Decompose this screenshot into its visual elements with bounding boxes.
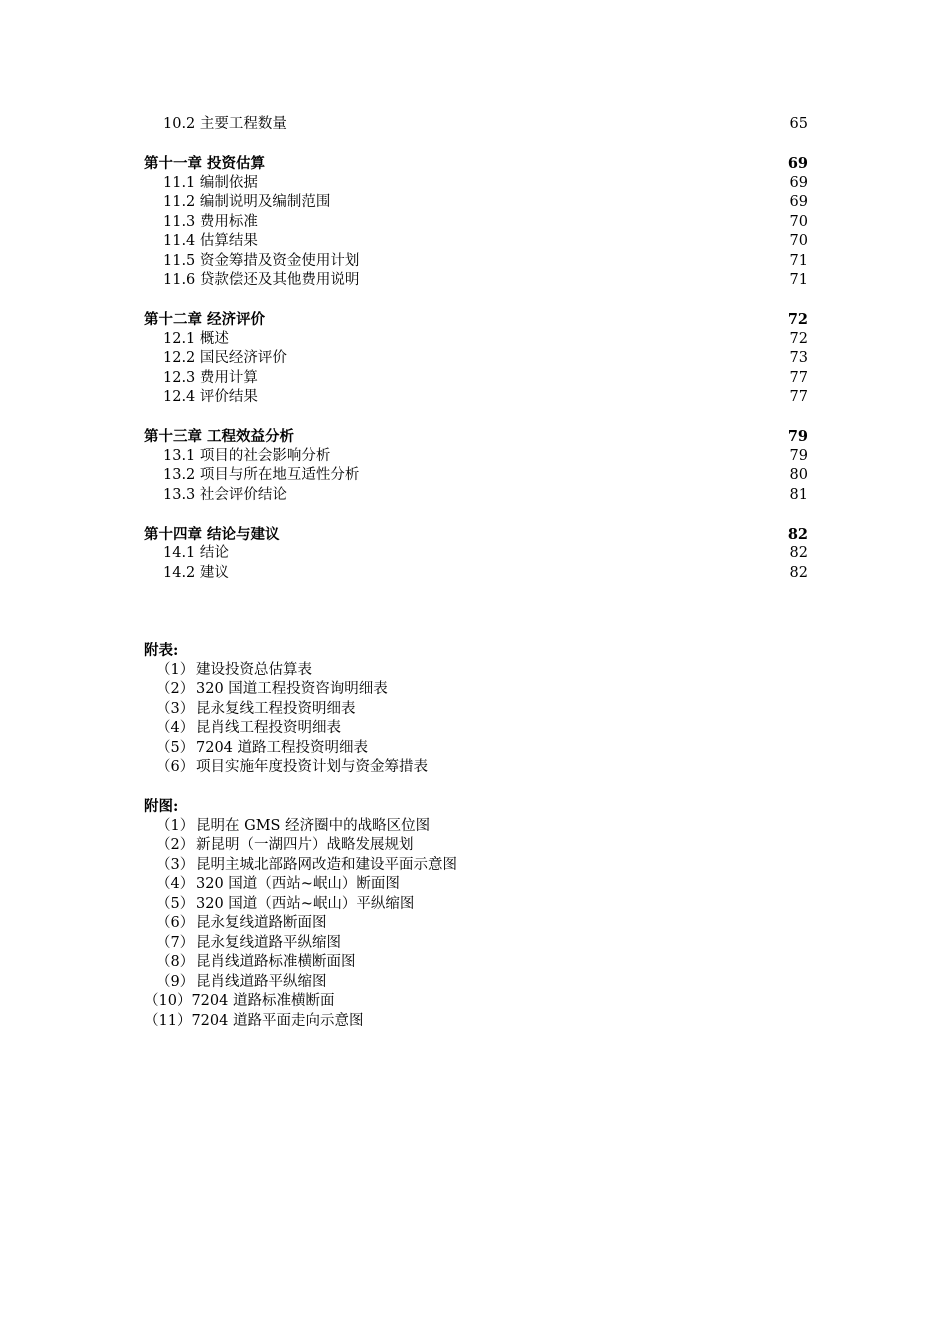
toc-chapter-page: 72 (787, 311, 808, 328)
toc-entry (144, 232, 808, 252)
appendix-table-item (144, 700, 808, 720)
item-number: （5） (156, 895, 195, 912)
toc-entry-page: 80 (789, 467, 808, 483)
toc-entry-page: 71 (789, 252, 808, 269)
toc-entry-page: 79 (789, 447, 808, 464)
toc-entry-page: 70 (789, 213, 808, 230)
item-text: 7204 道路工程投资明细表 (196, 739, 369, 756)
toc-chapter-page: 82 (787, 525, 808, 543)
item-text: 320 国道（西站~岷山）断面图 (196, 876, 400, 892)
toc-entry-page: 81 (789, 486, 808, 503)
toc-entry (144, 369, 808, 389)
toc-entry (144, 349, 808, 369)
item-number: （8） (156, 954, 195, 970)
item-text: 7204 道路平面走向示意图 (191, 1012, 364, 1029)
toc-chapter (144, 154, 808, 174)
item-number: （3） (156, 856, 195, 873)
toc-entry-title: 11.3 费用标准 (163, 213, 258, 230)
appendix-figure-item (144, 836, 808, 856)
toc-chapter-title: 第十三章 工程效益分析 (144, 428, 295, 445)
toc-entry-title: 11.4 估算结果 (163, 233, 258, 249)
item-number: （7） (156, 934, 195, 951)
toc-entry (144, 252, 808, 272)
toc-entry-page: 77 (789, 369, 808, 386)
item-number: （1） (156, 817, 195, 834)
item-number: （2） (156, 837, 195, 853)
item-text: 7204 道路标准横断面 (191, 993, 335, 1009)
toc-entry-page: 69 (789, 174, 808, 191)
appendix-table-item (144, 719, 808, 739)
toc-chapter (144, 310, 808, 330)
toc-entry (144, 447, 808, 467)
item-number: （9） (156, 973, 195, 990)
appendix-table-item (144, 758, 808, 778)
item-text: 昆肖线道路平纵缩图 (196, 973, 327, 990)
item-text: 320 国道工程投资咨询明细表 (196, 681, 388, 697)
item-text: 昆永复线道路断面图 (196, 915, 327, 931)
appendix-table-item (144, 739, 808, 759)
item-text: 昆明在 GMS 经济圈中的战略区位图 (196, 817, 431, 834)
toc-entry-title: 13.3 社会评价结论 (163, 486, 287, 503)
toc-entry-page: 65 (789, 116, 808, 132)
toc-entry-page: 82 (789, 564, 808, 581)
toc-chapter (144, 427, 808, 447)
toc-entry-title: 11.1 编制依据 (163, 174, 258, 191)
toc-entry-page: 72 (789, 330, 808, 347)
toc-entry (144, 213, 808, 233)
item-text: 昆肖线道路标准横断面图 (196, 954, 356, 970)
item-text: 项目实施年度投资计划与资金筹措表 (196, 759, 428, 775)
appendix-figure-item (144, 914, 808, 934)
item-text: 昆永复线工程投资明细表 (196, 700, 356, 717)
toc-entry-page: 82 (789, 545, 808, 561)
appendix-table-item (144, 680, 808, 700)
toc-chapter-title: 第十二章 经济评价 (144, 311, 266, 328)
appendix-figures-heading: 附图: (144, 798, 179, 815)
toc-entry (144, 174, 808, 194)
appendix-tables-heading: 附表: (144, 642, 179, 659)
item-number: （6） (156, 759, 195, 775)
toc-entry-title: 12.1 概述 (163, 330, 229, 347)
item-number: （2） (156, 681, 195, 697)
toc-entry (144, 330, 808, 350)
appendix-figure-item (144, 1012, 808, 1032)
item-text: 昆明主城北部路网改造和建设平面示意图 (196, 856, 457, 873)
appendix-figure-item (144, 992, 808, 1012)
toc-entry-title: 12.3 费用计算 (163, 369, 258, 386)
toc-entry-page: 69 (789, 194, 808, 210)
toc-entry-title: 12.4 评价结果 (163, 389, 258, 405)
toc-entry (144, 271, 808, 291)
toc-chapter (144, 525, 808, 545)
toc-entry (144, 388, 808, 408)
appendix-figure-item (144, 856, 808, 876)
toc-chapter-title: 第十四章 结论与建议 (144, 525, 280, 543)
item-text: 新昆明（一湖四片）战略发展规划 (196, 837, 414, 853)
toc-entry (144, 544, 808, 564)
toc-entry-title: 14.2 建议 (163, 564, 229, 581)
item-text: 昆肖线工程投资明细表 (196, 720, 341, 736)
toc-entry-page: 71 (789, 272, 808, 288)
toc-entry-title: 11.5 资金筹措及资金使用计划 (163, 252, 360, 269)
item-text: 建设投资总估算表 (196, 661, 312, 678)
toc-entry-title: 11.2 编制说明及编制范围 (163, 194, 331, 210)
toc-entry-page: 73 (789, 350, 808, 366)
appendix-table-item (144, 661, 808, 681)
item-number: （5） (156, 739, 195, 756)
toc-entry-title: 11.6 贷款偿还及其他费用说明 (163, 272, 360, 288)
toc-entry-page: 70 (789, 233, 808, 249)
item-text: 昆永复线道路平纵缩图 (196, 934, 341, 951)
item-number: （3） (156, 700, 195, 717)
toc-entry-title: 10.2 主要工程数量 (163, 116, 287, 132)
appendix-figure-item (144, 875, 808, 895)
appendix-figure-item (144, 817, 808, 837)
appendix-figure-item (144, 895, 808, 915)
toc-entry-title: 14.1 结论 (163, 545, 229, 561)
appendix-figure-item (144, 973, 808, 993)
item-number: （4） (156, 720, 195, 736)
item-number: （1） (156, 661, 195, 678)
toc-entry (144, 466, 808, 486)
toc-entry-page: 77 (789, 389, 808, 405)
toc-chapter-page: 69 (787, 155, 808, 172)
toc-entry-title: 13.2 项目与所在地互适性分析 (163, 467, 360, 483)
appendix-figure-item (144, 934, 808, 954)
toc-entry (144, 564, 808, 584)
document-page (144, 115, 808, 1031)
toc-entry-title: 13.1 项目的社会影响分析 (163, 447, 331, 464)
toc-entry (144, 486, 808, 506)
item-number: （4） (156, 876, 195, 892)
item-number: （6） (156, 915, 195, 931)
item-text: 320 国道（西站~岷山）平纵缩图 (196, 895, 415, 912)
item-number: （11） (144, 1012, 192, 1029)
appendix-figure-item (144, 953, 808, 973)
toc-entry-title: 12.2 国民经济评价 (163, 350, 287, 366)
toc-chapter-page: 79 (787, 428, 808, 445)
item-number: （10） (144, 993, 192, 1009)
toc-entry (144, 115, 808, 135)
toc-entry (144, 193, 808, 213)
toc-chapter-title: 第十一章 投资估算 (144, 155, 266, 172)
